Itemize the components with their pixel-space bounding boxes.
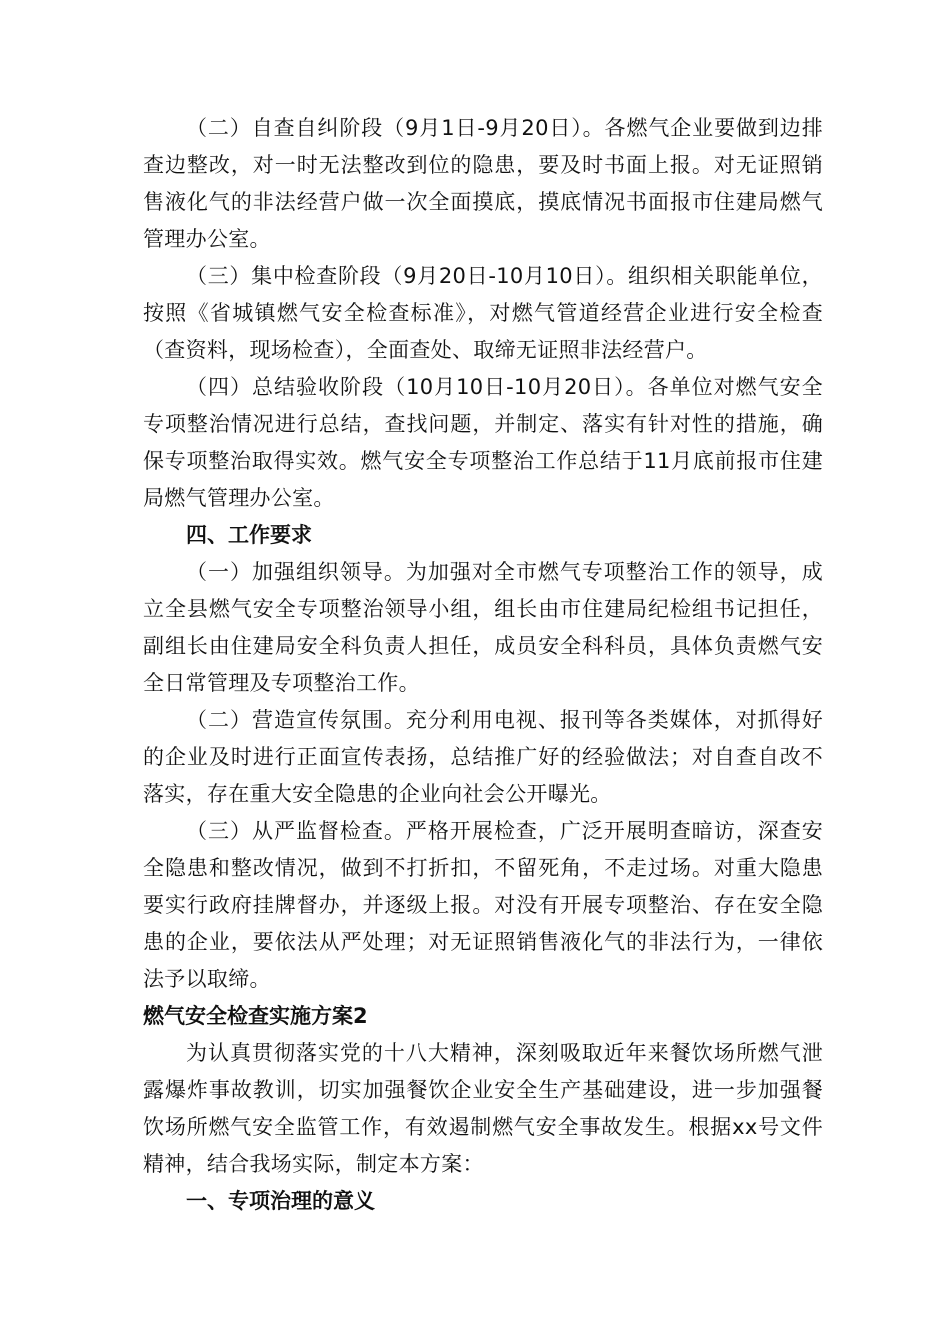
paragraph-publicity-atmosphere: （二）营造宣传氛围。充分利用电视、报刊等各类媒体，对抓得好的企业及时进行正面宣传表扬，总结推广好的经验做法；对自查自改不落实，存在重大安全隐患的企业向社会公开曝光。 xyxy=(143,708,823,806)
paragraph-strengthen-leadership: （一）加强组织领导。为加强对全市燃气专项整治工作的领导，成立全县燃气安全专项整治领导小组，组长由市住建局纪检组书记担任，副组长由住建局安全科负责人担任，成员安全科科员，具体负责燃气安全日常管理及专项整治工作。 xyxy=(143,560,823,695)
document-page xyxy=(143,110,823,1220)
section-heading-work-requirements: 四、工作要求 xyxy=(186,523,312,547)
paragraph-self-inspection-stage: （二）自查自纠阶段（9月1日-9月20日）。各燃气企业要做到边排查边整改，对一时无法整改到位的隐患，要及时书面上报。对无证照销售液化气的非法经营户做一次全面摸底，摸底情况书面报市住建局燃气管理办公室。 xyxy=(143,116,823,251)
paragraph-plan-intro: 为认真贯彻落实党的十八大精神，深刻吸取近年来餐饮场所燃气泄露爆炸事故教训，切实加强餐饮企业安全生产基础建设，进一步加强餐饮场所燃气安全监管工作，有效遏制燃气安全事故发生。根据xx号文件精神，结合我场实际，制定本方案： xyxy=(143,1041,823,1176)
plan-title: 燃气安全检查实施方案2 xyxy=(143,1004,368,1028)
paragraph-centralized-inspection-stage: （三）集中检查阶段（9月20日-10月10日）。组织相关职能单位，按照《省城镇燃气安全检查标准》，对燃气管道经营企业进行安全检查（查资料，现场检查），全面查处、取缔无证照非法经营户。 xyxy=(143,264,823,362)
section-heading-governance-significance: 一、专项治理的意义 xyxy=(186,1189,375,1213)
paragraph-summary-acceptance-stage: （四）总结验收阶段（10月10日-10月20日）。各单位对燃气安全专项整治情况进行总结，查找问题，并制定、落实有针对性的措施，确保专项整治取得实效。燃气安全专项整治工作总结于11月底前报市住建局燃气管理办公室。 xyxy=(143,375,823,510)
paragraph-strict-supervision: （三）从严监督检查。严格开展检查，广泛开展明查暗访，深查安全隐患和整改情况，做到不打折扣，不留死角，不走过场。对重大隐患要实行政府挂牌督办，并逐级上报。对没有开展专项整治、存在安全隐患的企业，要依法从严处理；对无证照销售液化气的非法行为，一律依法予以取缔。 xyxy=(143,819,823,991)
